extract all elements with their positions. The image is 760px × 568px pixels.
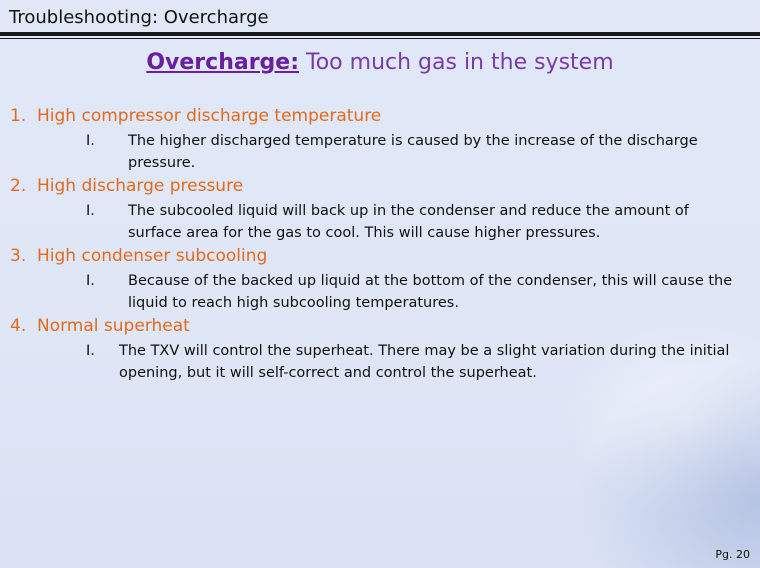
list-item-number: 1. [10, 106, 27, 126]
list-item-title: High condenser subcooling [37, 246, 268, 266]
detail-marker: I. [86, 203, 95, 219]
list-item-heading [0, 176, 760, 200]
slide-header-title: Troubleshooting: Overcharge [9, 7, 269, 28]
subtitle-lead: Overcharge: [146, 50, 300, 75]
detail-text: Because of the backed up liquid at the bottom of the condenser, this will cause the liquid to reach high subcooling temperatures. [128, 273, 733, 311]
list-item-number: 3. [10, 246, 27, 266]
list-item-detail [0, 340, 760, 384]
list-item-heading [0, 246, 760, 270]
slide-subtitle [0, 50, 760, 75]
header-divider-thin [0, 38, 760, 39]
symptom-list [0, 106, 760, 386]
list-item-heading [0, 316, 760, 340]
detail-marker: I. [86, 273, 95, 289]
detail-text: The TXV will control the superheat. There may be a slight variation during the initial opening, but it will self-correct and control the superheat. [119, 343, 730, 381]
list-item-detail [0, 270, 760, 314]
list-item-title: Normal superheat [37, 316, 190, 336]
subtitle-rest: Too much gas in the system [299, 50, 614, 75]
list-item-detail [0, 130, 760, 174]
detail-marker: I. [86, 133, 95, 149]
detail-text: The subcooled liquid will back up in the condenser and reduce the amount of surface area for the gas to cool. This will cause higher pressures. [128, 203, 689, 241]
list-item-number: 4. [10, 316, 27, 336]
list-item-detail [0, 200, 760, 244]
header-divider-thick [0, 32, 760, 36]
page-number: Pg. 20 [715, 548, 750, 561]
list-item-title: High discharge pressure [37, 176, 244, 196]
list-item-number: 2. [10, 176, 27, 196]
list-item-title: High compressor discharge temperature [37, 106, 382, 126]
list-item-heading [0, 106, 760, 130]
detail-marker: I. [86, 343, 95, 359]
detail-text: The higher discharged temperature is caused by the increase of the discharge pressure. [128, 133, 698, 171]
